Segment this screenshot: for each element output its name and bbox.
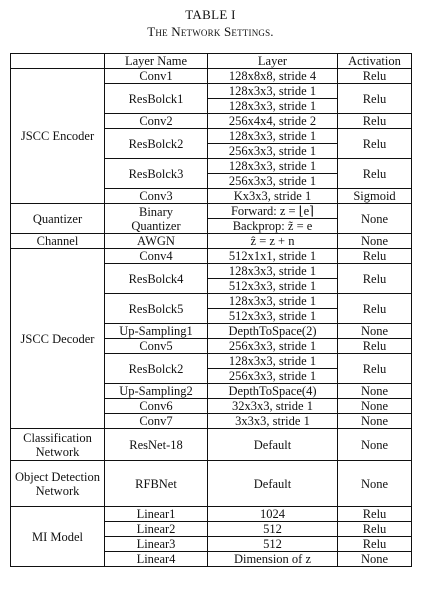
- layer-line: DepthToSpace(4): [228, 384, 317, 398]
- layer-line: 128x3x3, stride 1: [208, 98, 337, 113]
- layer-line: 128x3x3, stride 1: [228, 354, 317, 368]
- layer-cell: [208, 159, 338, 189]
- layer-line: Dimension of z: [233, 552, 312, 566]
- layer-name-cell: Linear3: [105, 537, 208, 552]
- activation-cell: Relu: [338, 84, 412, 114]
- layer-name-cell: ResBolck5: [105, 294, 208, 324]
- activation-cell: Relu: [338, 129, 412, 159]
- network-settings-table: [10, 53, 412, 567]
- layer-cell: [208, 354, 338, 384]
- group-label: Classification Network: [23, 430, 92, 459]
- layer-cell: [208, 552, 338, 567]
- layer-name-cell: Conv2: [105, 114, 208, 129]
- group-label: Channel: [36, 234, 79, 248]
- layer-cell: [208, 522, 338, 537]
- layer-name-cell: Conv6: [105, 399, 208, 414]
- group-label-cell: [11, 69, 105, 204]
- activation-cell: None: [338, 429, 412, 461]
- table-row: [11, 429, 412, 461]
- activation-cell: Relu: [338, 339, 412, 354]
- layer-cell: [208, 84, 338, 114]
- layer-name-cell: Conv5: [105, 339, 208, 354]
- group-label-cell: [11, 461, 105, 507]
- layer-line: 512x1x1, stride 1: [228, 249, 317, 263]
- layer-name-cell: Conv1: [105, 69, 208, 84]
- layer-line: 512: [263, 537, 282, 551]
- layer-cell: [208, 384, 338, 399]
- layer-name-cell: Up-Sampling1: [105, 324, 208, 339]
- table-caption-number: TABLE I: [185, 7, 236, 22]
- layer-name-cell: ResNet-18: [105, 429, 208, 461]
- group-label-cell: [11, 429, 105, 461]
- group-label-cell: [11, 507, 105, 567]
- layer-name-cell: Conv7: [105, 414, 208, 429]
- layer-line: 512x3x3, stride 1: [208, 308, 337, 323]
- layer-line: Default: [253, 437, 292, 452]
- layer-name-cell: ResBolck2: [105, 354, 208, 384]
- group-label-cell: [11, 234, 105, 249]
- layer-name-cell: ResBolck3: [105, 159, 208, 189]
- table-row: [11, 234, 412, 249]
- layer-line: 1024: [260, 507, 285, 521]
- layer-line: 256x3x3, stride 1: [228, 339, 317, 353]
- layer-cell: [208, 294, 338, 324]
- layer-line: 3x3x3, stride 1: [235, 414, 310, 428]
- group-label: JSCC Decoder: [20, 331, 95, 346]
- layer-cell: [208, 414, 338, 429]
- layer-name-cell: Linear1: [105, 507, 208, 522]
- layer-line: 128x3x3, stride 1: [228, 84, 317, 98]
- table-row: [11, 249, 412, 264]
- activation-cell: Relu: [338, 159, 412, 189]
- layer-cell: [208, 204, 338, 234]
- layer-cell: [208, 339, 338, 354]
- layer-name-cell: Conv4: [105, 249, 208, 264]
- layer-line: 256x3x3, stride 1: [208, 143, 337, 158]
- activation-cell: None: [338, 234, 412, 249]
- activation-cell: Relu: [338, 507, 412, 522]
- layer-cell: [208, 429, 338, 461]
- layer-name-cell: ResBolck1: [105, 84, 208, 114]
- layer-name-cell: Binary Quantizer: [105, 204, 208, 234]
- layer-name-cell: AWGN: [105, 234, 208, 249]
- layer-name-cell: RFBNet: [105, 461, 208, 507]
- layer-line: 128x3x3, stride 1: [228, 159, 317, 173]
- header-layer-name: Layer Name: [105, 54, 208, 69]
- layer-line: ẑ = z + n: [250, 234, 295, 248]
- layer-cell: [208, 189, 338, 204]
- table-header-row: [11, 54, 412, 69]
- group-label: JSCC Encoder: [20, 129, 95, 143]
- layer-cell: [208, 264, 338, 294]
- layer-cell: [208, 461, 338, 507]
- layer-cell: [208, 399, 338, 414]
- activation-cell: None: [338, 461, 412, 507]
- group-label: MI Model: [31, 529, 84, 544]
- header-layer: Layer: [208, 54, 338, 69]
- layer-line: DepthToSpace(2): [228, 324, 317, 338]
- layer-line: Kx3x3, stride 1: [233, 189, 312, 203]
- group-label-cell: [11, 249, 105, 429]
- layer-name-cell: ResBolck4: [105, 264, 208, 294]
- layer-line: 128x3x3, stride 1: [228, 294, 317, 308]
- layer-cell: [208, 69, 338, 84]
- group-label: Object Detection Network: [14, 469, 101, 498]
- layer-cell: [208, 537, 338, 552]
- activation-cell: Relu: [338, 294, 412, 324]
- activation-cell: None: [338, 204, 412, 234]
- group-label: Quantizer: [32, 211, 83, 226]
- layer-line: 128x3x3, stride 1: [228, 264, 317, 278]
- activation-cell: Relu: [338, 522, 412, 537]
- layer-line: 256x3x3, stride 1: [208, 173, 337, 188]
- activation-cell: None: [338, 414, 412, 429]
- layer-line: 512x3x3, stride 1: [208, 278, 337, 293]
- header-activation: Activation: [338, 54, 412, 69]
- layer-line: Default: [253, 476, 292, 491]
- table-caption-title: The Network Settings.: [147, 24, 274, 39]
- activation-cell: Relu: [338, 354, 412, 384]
- header-blank-cell: [11, 54, 105, 69]
- layer-cell: [208, 324, 338, 339]
- activation-cell: Sigmoid: [338, 189, 412, 204]
- table-row: [11, 204, 412, 234]
- table-row: [11, 507, 412, 522]
- table-body: [11, 69, 412, 567]
- layer-line: 256x3x3, stride 1: [208, 368, 337, 383]
- layer-line: 32x3x3, stride 1: [232, 399, 313, 413]
- layer-cell: [208, 249, 338, 264]
- activation-cell: None: [338, 399, 412, 414]
- activation-cell: Relu: [338, 114, 412, 129]
- activation-cell: None: [338, 384, 412, 399]
- layer-cell: [208, 114, 338, 129]
- layer-name-cell: Conv3: [105, 189, 208, 204]
- layer-name-cell: ResBolck2: [105, 129, 208, 159]
- layer-line: Forward: z = ⌊e⌉: [230, 204, 315, 218]
- layer-name-cell: Linear2: [105, 522, 208, 537]
- layer-cell: [208, 129, 338, 159]
- layer-name-cell: Up-Sampling2: [105, 384, 208, 399]
- layer-line: 256x4x4, stride 2: [228, 114, 317, 128]
- layer-line: Backprop: z̃ = e: [208, 218, 337, 233]
- activation-cell: None: [338, 324, 412, 339]
- layer-name-cell: Linear4: [105, 552, 208, 567]
- activation-cell: Relu: [338, 249, 412, 264]
- table-row: [11, 461, 412, 507]
- layer-line: 512: [263, 522, 282, 536]
- activation-cell: Relu: [338, 264, 412, 294]
- activation-cell: None: [338, 552, 412, 567]
- layer-line: 128x8x8, stride 4: [228, 69, 317, 83]
- layer-cell: [208, 234, 338, 249]
- table-row: [11, 69, 412, 84]
- activation-cell: Relu: [338, 537, 412, 552]
- layer-cell: [208, 507, 338, 522]
- group-label-cell: [11, 204, 105, 234]
- layer-line: 128x3x3, stride 1: [228, 129, 317, 143]
- activation-cell: Relu: [338, 69, 412, 84]
